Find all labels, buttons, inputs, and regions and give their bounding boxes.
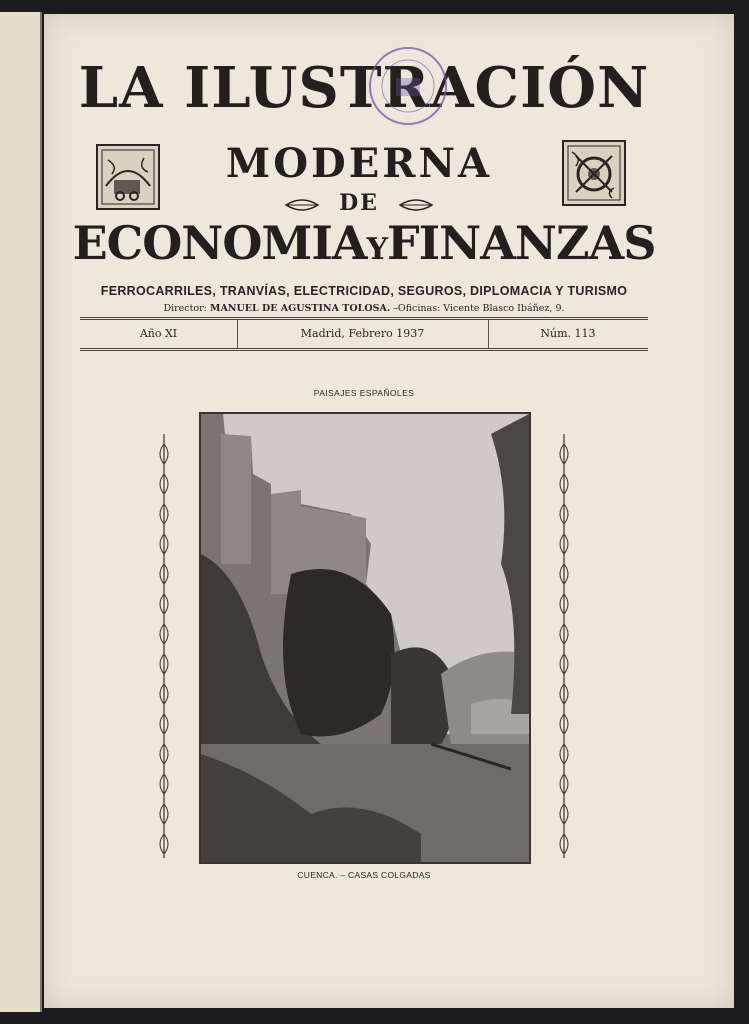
director-name: MANUEL DE AGUSTINA TOLOSA.: [209, 303, 391, 314]
library-stamp: [366, 44, 450, 128]
masthead-word-finanzas: FINANZAS: [386, 216, 656, 270]
cuenca-photograph: [199, 412, 531, 864]
masthead-subtitle: FERROCARRILES, TRANVÍAS, ELECTRICIDAD, SEGUROS, DIPLOMACIA Y TURISMO: [100, 284, 628, 298]
issue-info-bar: [80, 317, 648, 351]
masthead: [44, 14, 734, 340]
issue-number: Núm. 113: [540, 327, 596, 340]
photo-caption: CUENCA. – CASAS COLGADAS: [297, 870, 431, 880]
magazine-page: [44, 14, 734, 1008]
leaf-ornament-icon: [398, 198, 434, 212]
masthead-de-row: [274, 192, 444, 218]
masthead-title-line3: DE: [339, 190, 379, 216]
director-line: [44, 303, 684, 314]
issue-year: Año XI: [80, 320, 238, 348]
offices-address: Vicente Blasco Ibáñez, 9.: [443, 303, 565, 314]
facing-page-edge: [0, 12, 42, 1012]
masthead-word-economia: ECONOMIA: [72, 216, 367, 270]
masthead-title-line4: [44, 216, 684, 270]
masthead-word-y: Y: [366, 232, 387, 267]
issue-date: Madrid, Febrero 1937: [237, 320, 489, 348]
masthead-title-line1: LA ILUSTRACIÓN: [78, 55, 650, 121]
gear-emblem-right: [562, 140, 626, 206]
offices-label: –Oficinas:: [393, 303, 441, 314]
section-title: PAISAJES ESPAÑOLES: [313, 388, 415, 398]
vine-border-ornament-icon: [154, 434, 174, 858]
masthead-title-line2: MODERNA: [225, 140, 493, 187]
vine-border-ornament-icon: [554, 434, 574, 858]
director-label: Director:: [163, 303, 207, 314]
